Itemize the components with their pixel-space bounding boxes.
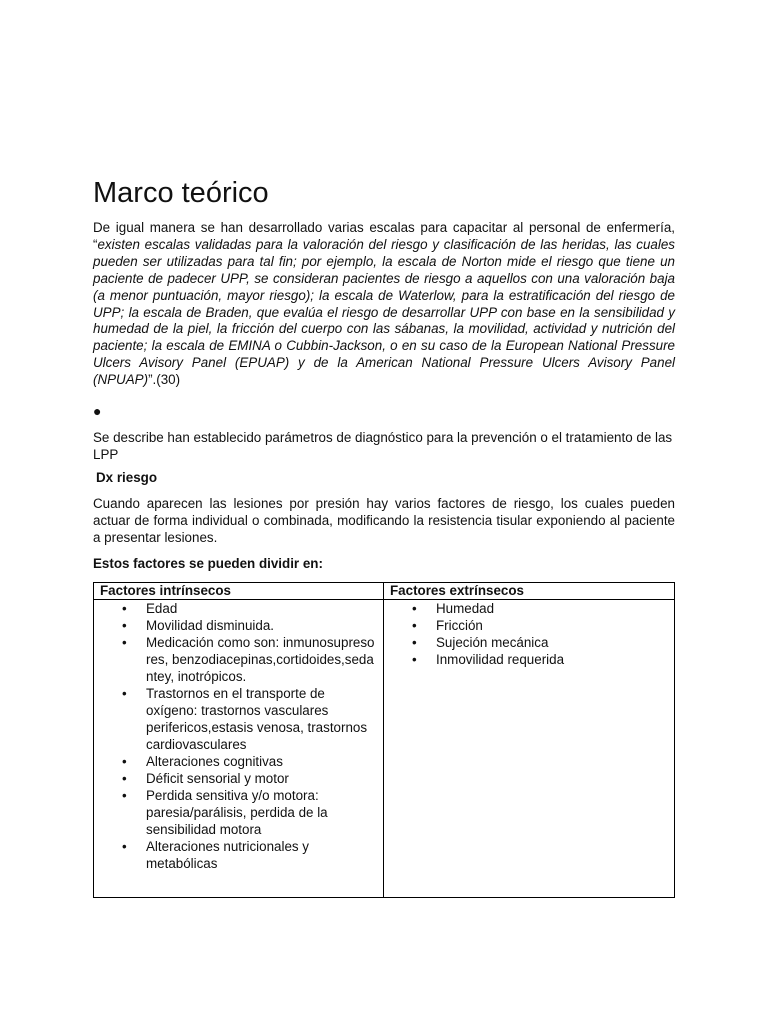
list-item: • Edad <box>146 600 376 617</box>
intrinsic-cell <box>94 600 384 898</box>
list-item: • Humedad <box>436 600 668 617</box>
intrinsic-header: Factores intrínsecos <box>94 583 384 600</box>
bullet-marker: ● <box>93 403 102 419</box>
intro-tail: ”.(30) <box>148 372 181 388</box>
list-item: • Trastornos en el transporte de oxígeno: trastornos vasculares perifericos,estasis venosa, trastornos cardiovasculares <box>146 685 376 753</box>
intro-paragraph <box>93 220 675 389</box>
intro-lead: De igual manera se han desarrollado varias escalas para capacitar al personal de enfermería, “ <box>93 220 675 252</box>
list-item: • Inmovilidad requerida <box>436 651 668 668</box>
list-item: • Movilidad disminuida. <box>146 617 376 634</box>
list-item: • Déficit sensorial y motor <box>146 770 376 787</box>
intro-quote: existen escalas validadas para la valoración del riesgo y clasificación de las heridas, las cuales pueden ser utilizadas para tal fin; por ejemplo, la escala de Norton mide el riesgo que tiene un paciente de padecer UPP, se consideran pacientes de riesgo a aquellos con una valoración baja (a menor puntuación, mayor riesgo); la escala de Waterlow, para la estratificación del riesgo de UPP; la escala de Braden, que evalúa el riesgo de desarrollar UPP con base en la sensibilidad y humedad de la piel, la fricción del cuerpo con las sábanas, la movilidad, actividad y nutrición del paciente; la escala de EMINA o Cubbin-Jackson, o en su caso de la European National Pressure Ulcers Avisory Panel (EPUAP) y de la American National Pressure Ulcers Avisory Panel (NPUAP) <box>93 236 675 388</box>
table-intro: Estos factores se pueden dividir en: <box>93 556 323 571</box>
list-item: • Fricción <box>436 617 668 634</box>
list-item: • Medicación como son: inmunosupresores, benzodiacepinas,cortidoides,sedantey, inotrópicos. <box>146 634 376 685</box>
diagnosis-paragraph: Se describe han establecido parámetros de diagnóstico para la prevención o el tratamiento de las LPP <box>93 430 673 462</box>
extrinsic-header: Factores extrínsecos <box>384 583 675 600</box>
table-header-row <box>94 583 675 600</box>
intrinsic-list <box>100 600 376 872</box>
section-subheading: Dx riesgo <box>96 470 158 485</box>
list-item: • Alteraciones nutricionales y metabólicas <box>146 838 376 872</box>
extrinsic-cell <box>384 600 675 898</box>
page-title: Marco teórico <box>93 177 269 209</box>
table-row <box>94 600 675 898</box>
list-item: • Perdida sensitiva y/o motora: paresia/parálisis, perdida de la sensibilidad motora <box>146 787 376 838</box>
extrinsic-list <box>390 600 668 668</box>
list-item: • Sujeción mecánica <box>436 634 668 651</box>
list-item: • Alteraciones cognitivas <box>146 753 376 770</box>
risk-paragraph: Cuando aparecen las lesiones por presión hay varios factores de riesgo, los cuales pueden actuar de forma individual o combinada, modificando la resistencia tisular exponiendo al paciente a presentar lesiones. <box>93 496 675 545</box>
risk-factors-table <box>93 582 675 898</box>
